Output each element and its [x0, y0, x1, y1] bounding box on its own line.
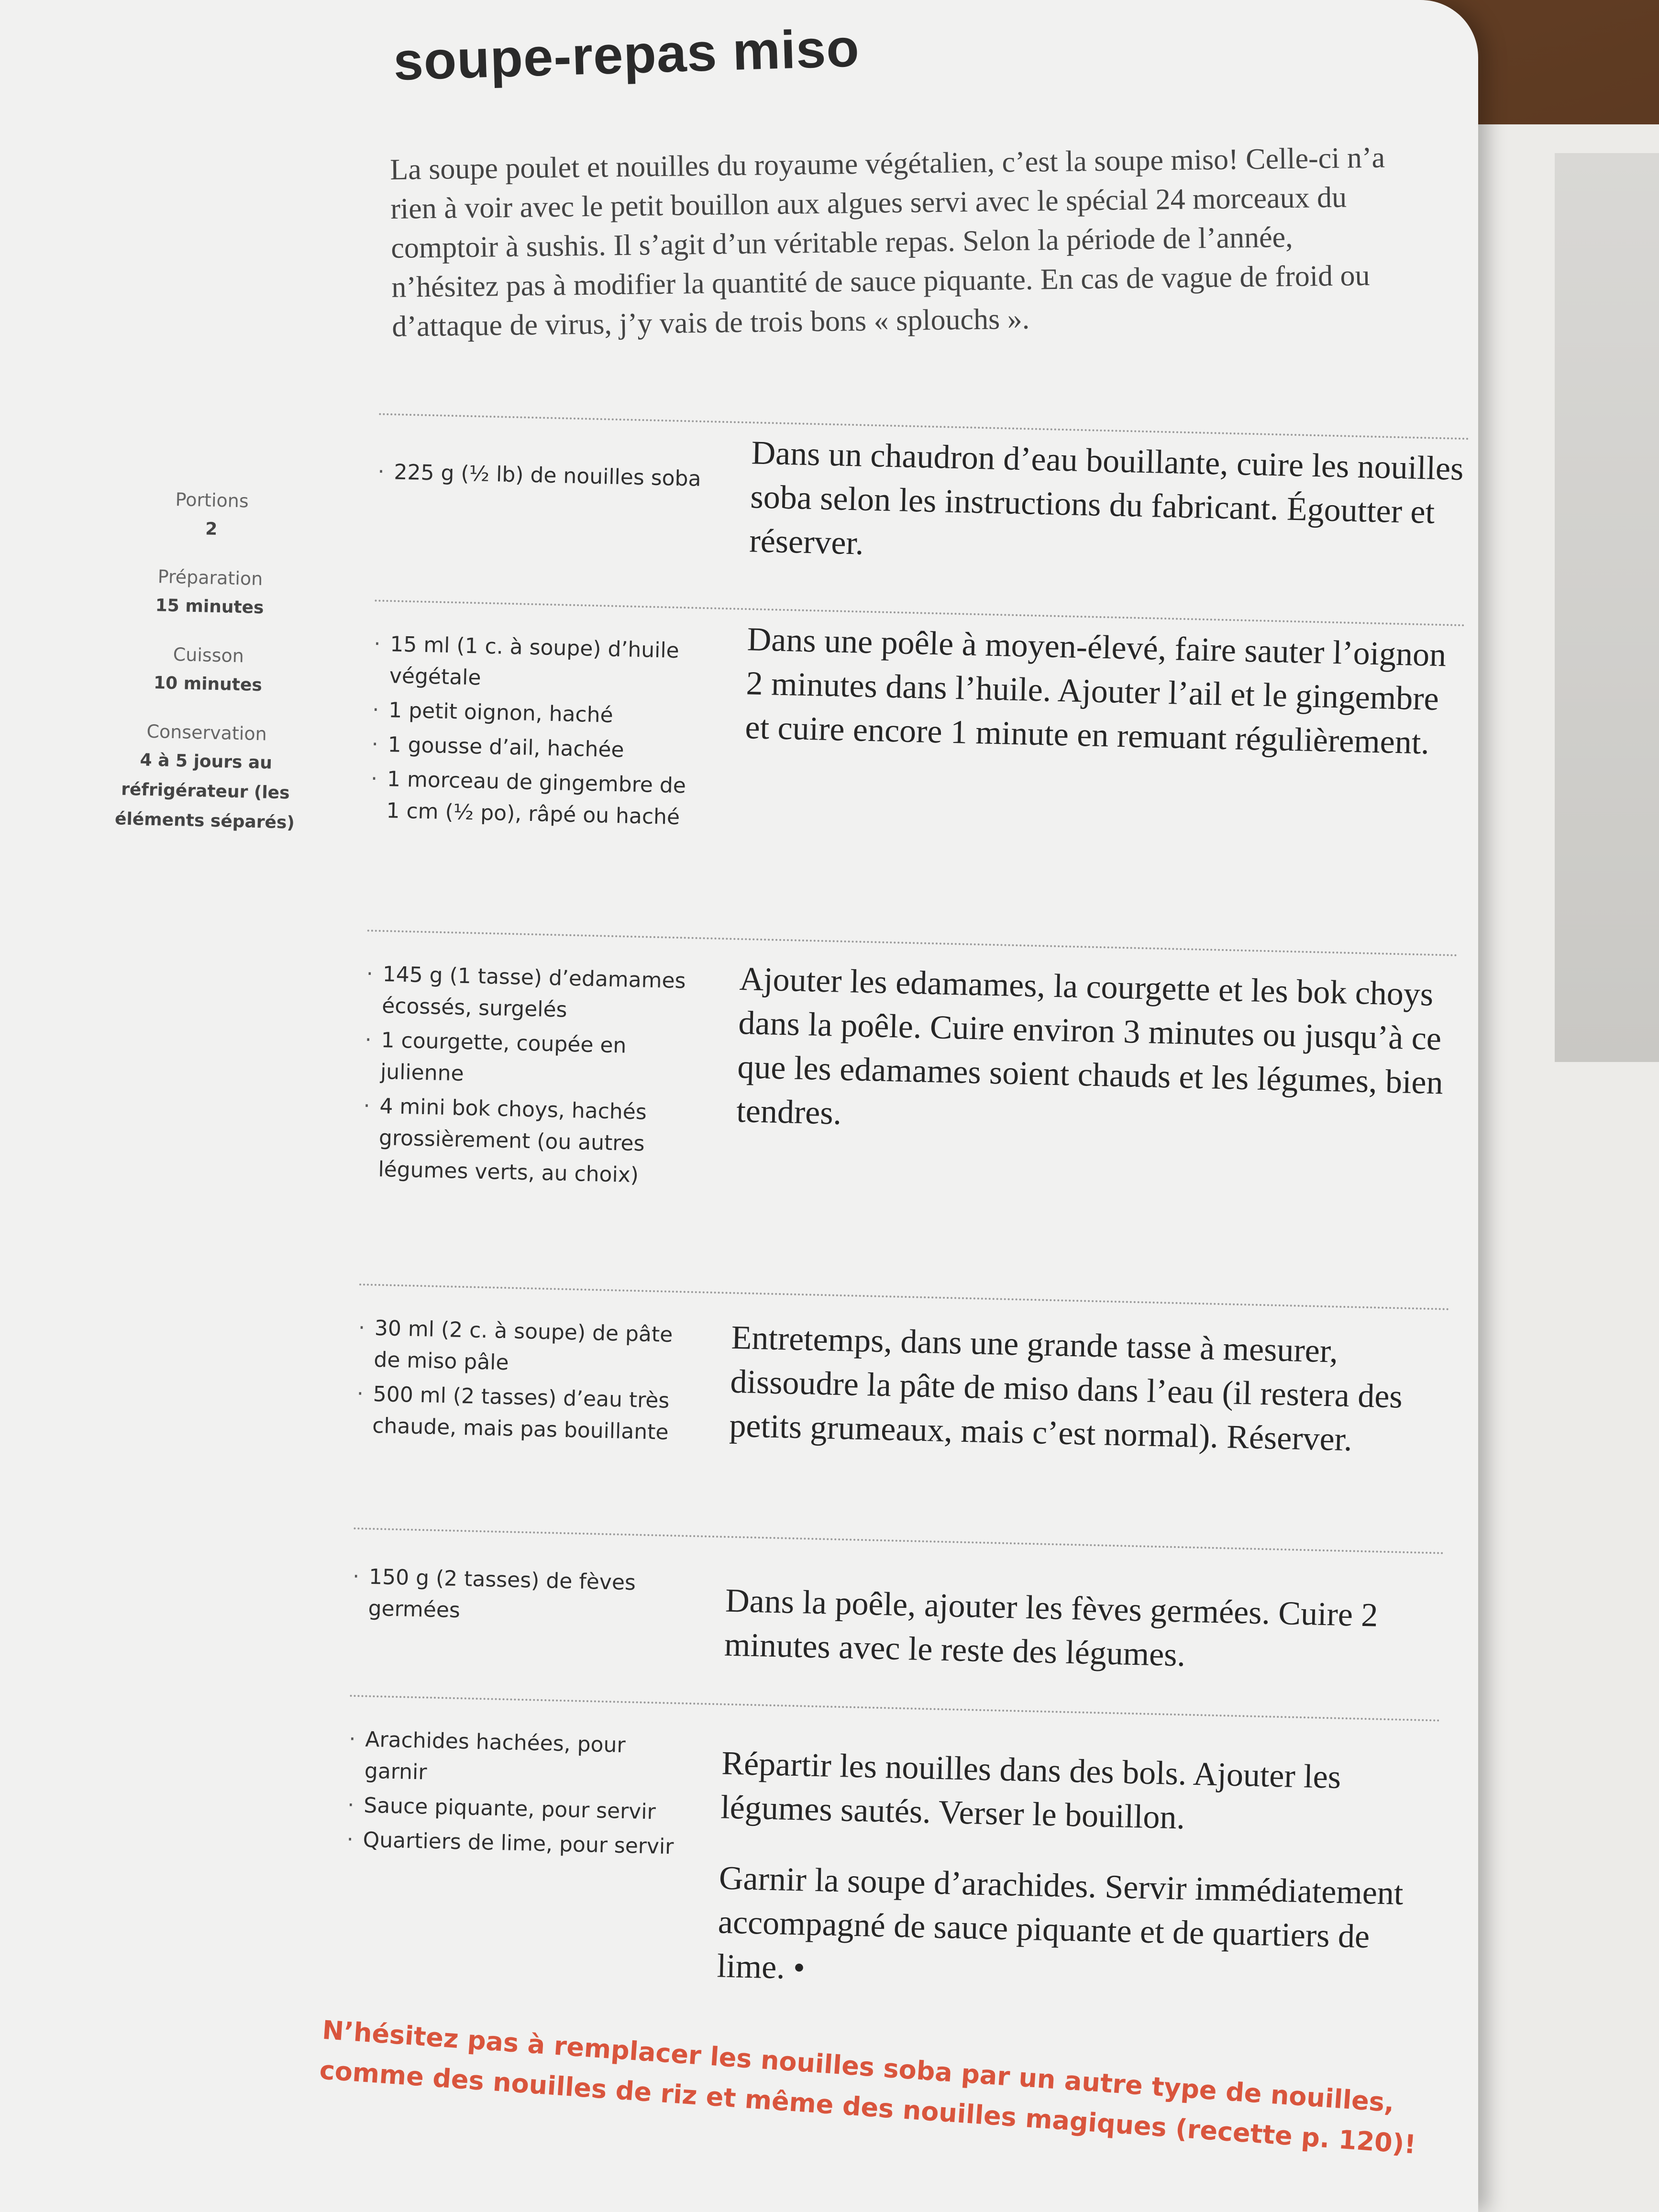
instruction-text: Dans la poêle, ajouter les fèves germées. Cuire 2 minutes avec le reste des légumes. [724, 1582, 1379, 1674]
meta-storage [92, 716, 319, 839]
recipe-step-3 [367, 929, 1458, 1188]
recipe-step-2 [375, 599, 1465, 830]
meta-label: Portions [175, 488, 249, 512]
ingredient-list [346, 1724, 684, 1866]
instruction-text: Répartir les nouilles dans des bols. Ajouter les légumes sautés. Verser le bouillon. [720, 1745, 1341, 1836]
recipe-step-6 [350, 1695, 1440, 1987]
ingredient-item: · 1 courgette, coupée en julienne [364, 1024, 700, 1095]
facing-page-photo [1555, 153, 1659, 1062]
ingredient-item: · Arachides hachées, pour garnir [348, 1724, 684, 1794]
ingredient-item: · 30 ml (2 c. à soupe) de pâte de miso pâle [357, 1312, 694, 1383]
ingredient-item: · Quartiers de lime, pour servir [346, 1824, 682, 1863]
ingredient-item: · 4 mini bok choys, hachés grossièrement (ou autres légumes verts, au choix) [362, 1090, 698, 1193]
meta-label: Cuisson [173, 643, 244, 667]
ingredient-list [370, 628, 709, 837]
recipe-intro: La soupe poulet et nouilles du royaume végétalien, c’est la soupe miso! Celle-ci n’a rien à voir avec le petit bouillon aux algues servi avec le spécial 24 morceaux du comptoir à sushis. Il s’agit d’un véritable repas. Selon la période de l’année, n’hésitez pas à modifier la quantité de sauce piquante. En cas de vague de froid ou d’attaque de virus, j’y vais de trois bons « splouchs ». [389, 141, 1385, 343]
instruction-text: Garnir la soupe d’arachides. Servir immédiatement accompagné de sauce piquante et de quartiers de lime. • [717, 1859, 1404, 1987]
instruction-text: Dans une poêle à moyen-élevé, faire sauter l’oignon 2 minutes dans l’huile. Ajouter l’ail et le gingembre et cuire encore 1 minute en remuant régulièrement. [744, 621, 1447, 762]
meta-portions [99, 483, 325, 547]
ingredient-item: · Sauce piquante, pour servir [347, 1790, 683, 1829]
step-divider [367, 929, 1458, 956]
step-divider [350, 1695, 1441, 1722]
ingredient-list [362, 958, 702, 1195]
ingredient-item: · 15 ml (1 c. à soupe) d’huile végétale [373, 628, 709, 699]
ingredient-item: · 1 gousse d’ail, hachée [371, 729, 707, 768]
meta-label: Conservation [146, 720, 267, 745]
meta-value: 15 minutes [155, 596, 264, 618]
meta-value: 4 à 5 jours au réfrigérateur (les éléments séparés) [114, 750, 295, 833]
ingredient-item: · 150 g (2 tasses) de fèves germées [352, 1561, 688, 1632]
recipe-step-5 [354, 1527, 1444, 1674]
instruction-text: Entretemps, dans une grande tasse à mesurer, dissoudre la pâte de miso dans l’eau (il restera des petits grumeaux, mais c’est normal). Réserver. [729, 1319, 1403, 1459]
meta-label: Préparation [157, 566, 263, 590]
recipe-tip: N’hésitez pas à remplacer les nouilles soba par un autre type de nouilles, comme des nouilles de riz et même des nouilles magiques (recette p. 120)! [318, 2014, 1417, 2160]
step-divider [354, 1527, 1444, 1554]
ingredient-list [377, 456, 713, 498]
meta-preparation [97, 561, 323, 624]
recipe-meta [91, 483, 324, 857]
ingredient-item: · 500 ml (2 tasses) d’eau très chaude, mais pas bouillante [356, 1378, 692, 1449]
step-divider [359, 1283, 1450, 1310]
recipe-title: soupe-repas miso [392, 18, 861, 91]
instruction-text: Dans un chaudron d’eau bouillante, cuire les nouilles soba selon les instructions du fabricant. Égoutter et réserver. [749, 434, 1464, 562]
ingredient-item: · 145 g (1 tasse) d’edamames écossés, surgelés [365, 958, 702, 1029]
ingredient-list [352, 1561, 688, 1635]
meta-value: 10 minutes [153, 673, 263, 696]
meta-cooking [95, 638, 321, 702]
ingredient-item: · 1 petit oignon, haché [372, 694, 708, 733]
ingredient-item: · 1 morceau de gingembre de 1 cm (½ po), râpé ou haché [370, 763, 706, 834]
recipe-step-4 [359, 1283, 1449, 1459]
meta-value: 2 [205, 519, 218, 539]
instruction-text: Ajouter les edamames, la courgette et les bok choys dans la poêle. Cuire environ 3 minutes ou jusqu’à ce que les edamames soient chauds et les légumes, bien tendres. [736, 960, 1444, 1132]
ingredient-list [355, 1312, 693, 1452]
ingredient-item: · 225 g (½ lb) de nouilles soba [377, 456, 713, 496]
recipe-step-1 [379, 413, 1469, 562]
